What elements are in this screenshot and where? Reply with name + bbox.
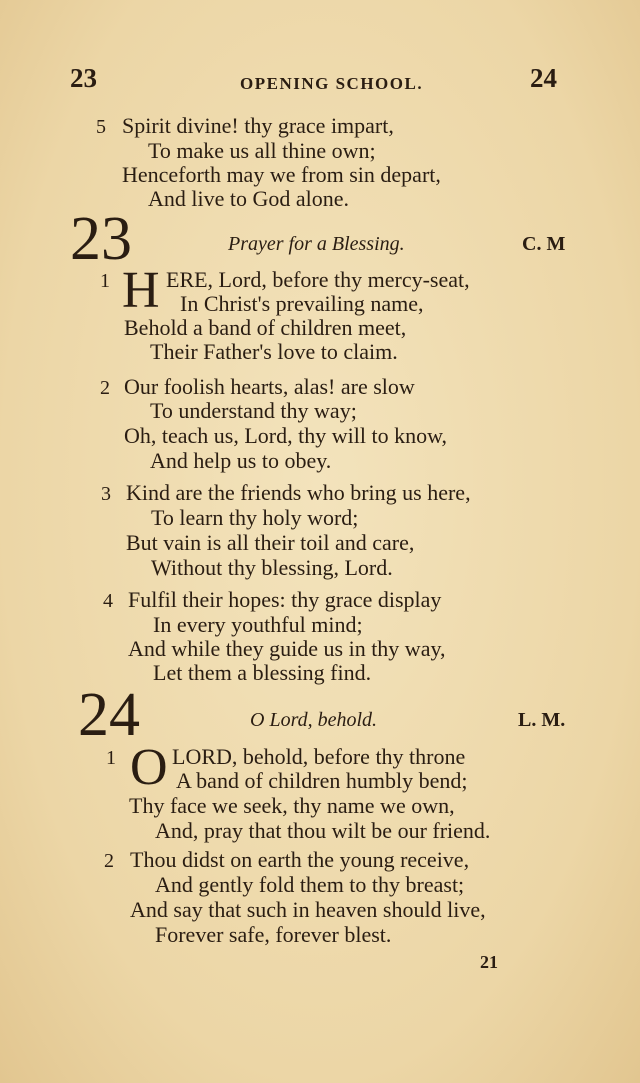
running-title: OPENING SCHOOL. [240,74,424,93]
hymn-line: In Christ's prevailing name, [180,291,424,316]
header-right-number: 24 [530,63,557,93]
verse-number: 4 [103,590,113,612]
verse-number: 1 [106,747,116,769]
verse-number: 2 [104,850,114,872]
hymn-meter: L. M. [518,709,566,731]
hymn-line: Our foolish hearts, alas! are slow [124,374,415,399]
hymn-line: Henceforth may we from sin depart, [122,162,441,187]
header-left-number: 23 [70,63,97,93]
hymn-number: 24 [78,681,140,749]
hymn-line: And gently fold them to thy breast; [155,872,465,897]
verse-number: 2 [100,377,110,399]
hymn-line: Fulfil their hopes: thy grace display [128,587,442,612]
hymn-line: To make us all thine own; [148,138,376,163]
hymn-line: And, pray that thou wilt be our friend. [155,818,491,843]
verse-number: 5 [96,116,106,138]
drop-cap: H [122,262,160,319]
hymn-number: 23 [70,205,132,273]
hymn-line: ERE, Lord, before thy mercy-seat, [166,267,470,292]
hymn-line: And say that such in heaven should live, [130,897,486,922]
hymn-line: And while they guide us in thy way, [128,636,446,661]
verse-number: 1 [100,270,110,292]
hymn-line: Let them a blessing find. [153,660,372,685]
hymn-line: Thy face we seek, thy name we own, [129,793,455,818]
hymn-title: O Lord, behold. [250,709,378,731]
hymn-line: Forever safe, forever blest. [155,922,392,947]
hymn-line: And help us to obey. [150,448,332,473]
hymn-title: Prayer for a Blessing. [228,233,405,255]
hymn-line: Thou didst on earth the young receive, [130,847,470,872]
hymn-line: Spirit divine! thy grace impart, [122,113,394,138]
page-number: 21 [480,952,498,972]
hymn-line: In every youthful mind; [153,612,363,637]
hymn-line: Without thy blessing, Lord. [151,555,393,580]
hymn-line: Kind are the friends who bring us here, [126,480,471,505]
verse-number: 3 [101,483,111,505]
hymn-line: And live to God alone. [148,186,350,211]
drop-cap: O [130,739,168,796]
hymn-line: Their Father's love to claim. [150,339,398,364]
hymn-line: Oh, teach us, Lord, thy will to know, [124,423,448,448]
hymn-meter: C. M [522,233,566,255]
hymn-line: But vain is all their toil and care, [126,530,415,555]
hymn-line: To understand thy way; [150,398,357,423]
hymn-line: LORD, behold, before thy throne [172,744,466,769]
hymn-line: A band of children humbly bend; [176,768,468,793]
hymn-line: To learn thy holy word; [151,505,359,530]
hymn-line: Behold a band of children meet, [124,315,407,340]
